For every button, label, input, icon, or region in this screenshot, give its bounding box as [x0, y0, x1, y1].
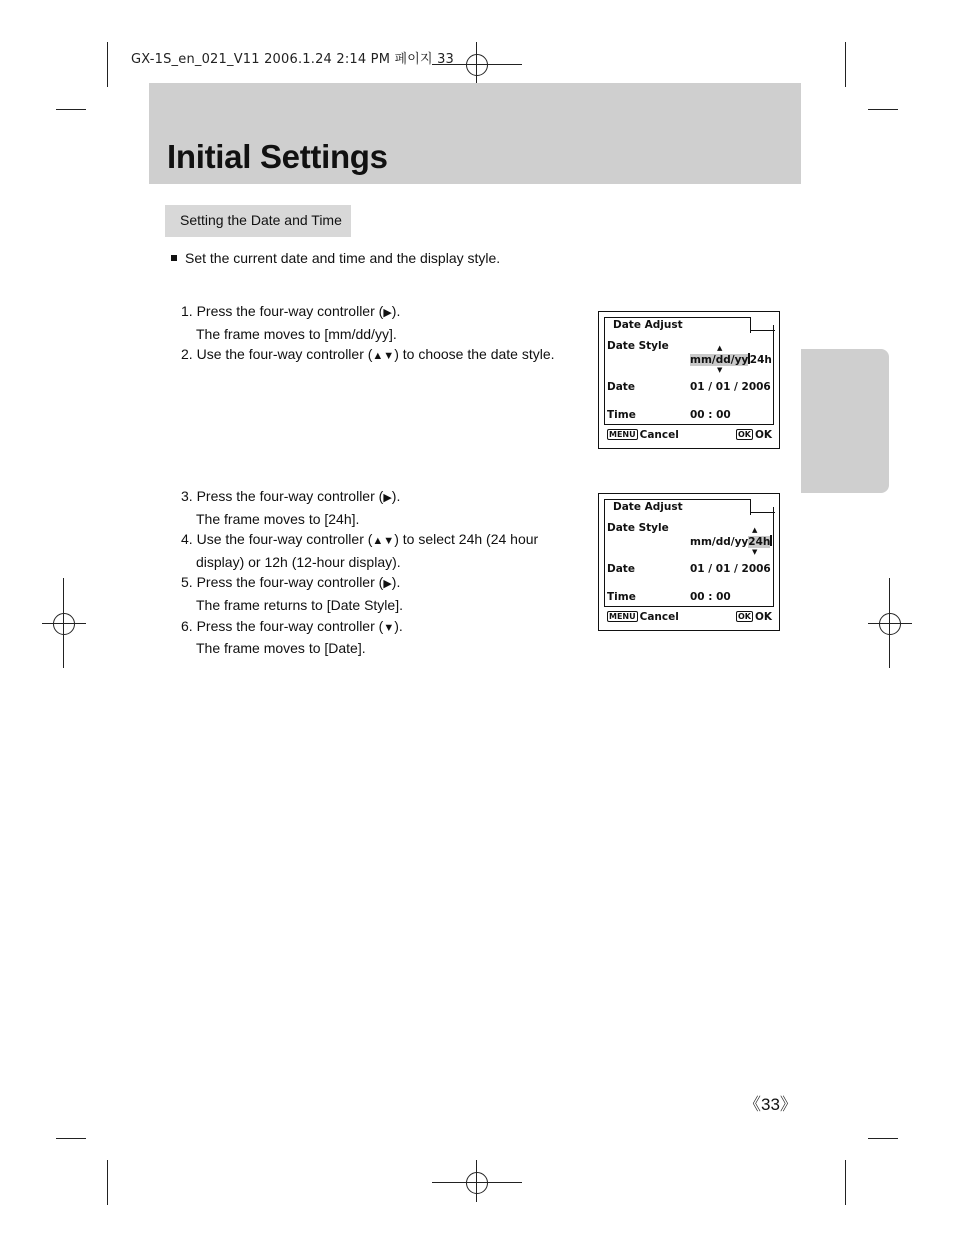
crop-mark	[107, 1160, 108, 1205]
section-label: Setting the Date and Time	[165, 205, 351, 237]
up-down-arrow-icon: ▲▼	[372, 350, 395, 363]
crop-mark	[56, 109, 86, 110]
time-label: Time	[607, 591, 636, 603]
menu-key-icon: MENU	[609, 430, 636, 439]
crop-mark	[107, 42, 108, 87]
down-arrow-icon: ▼	[717, 366, 723, 374]
step-item: 2. Use the four-way controller (▲▼) to choose the date style.	[181, 344, 581, 367]
crop-mark	[845, 42, 846, 87]
intro-bullet	[171, 250, 500, 266]
up-arrow-icon: ▲	[752, 526, 758, 534]
step-item: 1. Press the four-way controller (▶).	[181, 301, 581, 324]
lcd-screen-hour-format	[598, 493, 780, 631]
step-continuation: The frame returns to [Date Style].	[196, 596, 403, 613]
registration-line	[476, 42, 477, 84]
date-value: 01 / 01 / 2006	[690, 381, 771, 393]
crop-mark	[845, 1160, 846, 1205]
steps-group-1	[181, 301, 581, 367]
step-item: 5. Press the four-way controller (▶).	[181, 572, 581, 595]
up-down-arrow-icon: ▲▼	[372, 535, 395, 548]
time-value: 00 : 00	[690, 409, 731, 421]
registration-mark	[466, 54, 488, 76]
date-style-label: Date Style	[607, 340, 669, 352]
registration-line	[63, 578, 64, 668]
ok-confirm: OK OK	[738, 429, 773, 441]
step-continuation: The frame moves to [24h].	[196, 510, 360, 527]
right-arrow-icon: ▶	[383, 307, 392, 319]
date-label: Date	[607, 381, 635, 393]
registration-mark	[53, 613, 75, 635]
down-arrow-icon: ▼	[383, 621, 395, 634]
date-style-value: mm/dd/yy 24h	[690, 354, 772, 366]
step-item: 6. Press the four-way controller (▼).	[181, 616, 581, 639]
ok-confirm: OK OK	[738, 611, 773, 623]
date-label: Date	[607, 563, 635, 575]
date-value: 01 / 01 / 2006	[690, 563, 771, 575]
registration-mark	[466, 1172, 488, 1194]
step-continuation: The frame moves to [mm/dd/yy].	[196, 325, 397, 342]
up-arrow-icon: ▲	[717, 344, 723, 352]
lcd-tab-label: Date Adjust	[613, 501, 683, 513]
registration-line	[476, 1160, 477, 1202]
registration-line	[889, 578, 890, 668]
right-arrow-icon: ▶	[383, 578, 392, 591]
step-continuation: display) or 12h (12-hour display).	[196, 553, 401, 570]
right-arrow-icon: ▶	[383, 492, 392, 504]
step-item: 3. Press the four-way controller (▶).	[181, 486, 581, 509]
registration-line	[868, 623, 912, 624]
intro-text: Set the current date and time and the display style.	[185, 250, 501, 266]
registration-line	[432, 1182, 522, 1183]
side-tab	[801, 349, 889, 493]
down-arrow-icon: ▼	[752, 548, 758, 556]
page-title: Initial Settings	[167, 138, 388, 175]
ok-key-icon: OK	[738, 430, 751, 439]
step-continuation: The frame moves to [Date].	[196, 640, 366, 657]
registration-mark	[879, 613, 901, 635]
crop-mark	[868, 1138, 898, 1139]
menu-cancel: MENU Cancel	[609, 429, 679, 441]
page-number: 《33》	[744, 1095, 797, 1114]
steps-group-2	[181, 486, 581, 659]
crop-mark	[868, 109, 898, 110]
registration-line	[42, 623, 86, 624]
lcd-screen-date-style	[598, 311, 780, 449]
time-value: 00 : 00	[690, 591, 731, 603]
ok-key-icon: OK	[738, 612, 751, 621]
bullet-square-icon	[171, 255, 177, 261]
step-item: 4. Use the four-way controller (▲▼) to select 24h (24 hour	[181, 529, 581, 552]
menu-cancel: MENU Cancel	[609, 611, 679, 623]
lcd-tab-label: Date Adjust	[613, 319, 683, 331]
date-style-value: mm/dd/yy24h	[690, 536, 771, 548]
print-header: GX-1S_en_021_V11 2006.1.24 2:14 PM 페이지 33	[131, 52, 455, 67]
date-style-label: Date Style	[607, 522, 669, 534]
menu-key-icon: MENU	[609, 612, 636, 621]
time-label: Time	[607, 409, 636, 421]
crop-mark	[56, 1138, 86, 1139]
